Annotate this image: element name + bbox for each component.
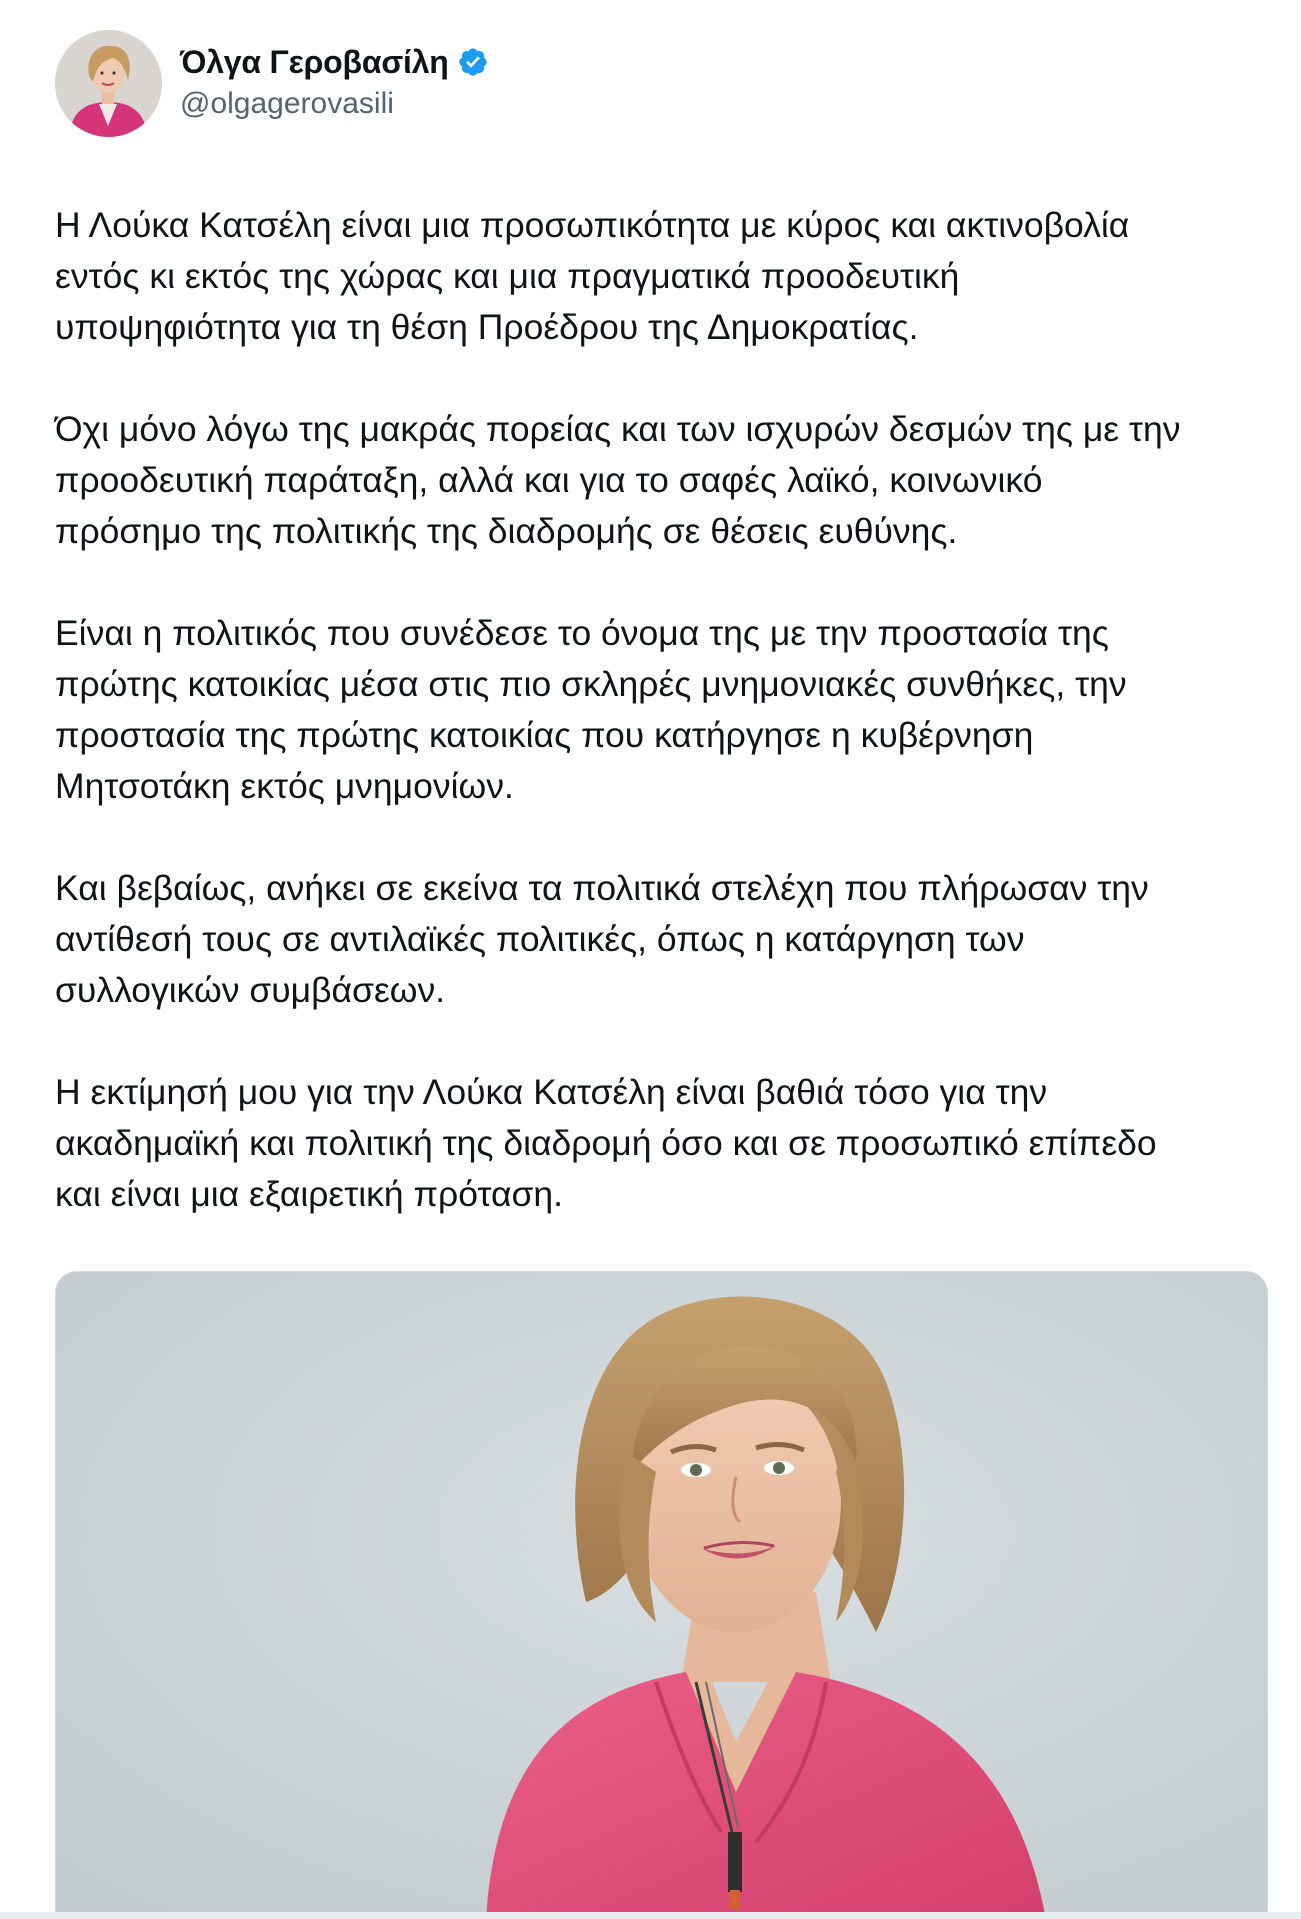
- avatar-image: [55, 30, 162, 137]
- tweet-paragraph: Η Λούκα Κατσέλη είναι μια προσωπικότητα με κύρος και ακτινοβολία εντός κι εκτός της χώρας και μια πραγματικά προοδευτική υποψηφιότητα για τη θέση Προέδρου της Δημοκρατίας.: [55, 205, 1130, 347]
- author-avatar[interactable]: [55, 30, 162, 137]
- tweet-paragraph: Όχι μόνο λόγω της μακράς πορείας και των ισχυρών δεσμών της με την προοδευτική παράταξη, αλλά και για το σαφές λαϊκό, κοινωνικό πρόσημο της πολιτικής της διαδρομής σε θέσεις ευθύνης.: [55, 409, 1181, 551]
- tweet-paragraph: Και βεβαίως, ανήκει σε εκείνα τα πολιτικά στελέχη που πλήρωσαν την αντίθεσή τους σε αντιλαϊκές πολιτικές, όπως η κατάργηση των συλλογικών συμβάσεων.: [55, 868, 1149, 1010]
- tweet-paragraph: Είναι η πολιτικός που συνέδεσε το όνομα της με την προστασία της πρώτης κατοικίας μέσα στις πιο σκληρές μνημονιακές συνθήκες, την προστασία της πρώτης κατοικίας που κατήργησε η κυβέρνηση Μητσοτάκη εκτός μνημονίων.: [55, 613, 1127, 806]
- tweet-paragraph: Η εκτίμησή μου για την Λούκα Κατσέλη είναι βαθιά τόσο για την ακαδημαϊκή και πολιτική της διαδρομή όσο και σε προσωπικό επίπεδο και είναι μια εξαιρετική πρόταση.: [55, 1072, 1157, 1214]
- verified-badge-icon[interactable]: [457, 46, 489, 78]
- author-handle[interactable]: @olgagerovasili: [180, 87, 394, 120]
- author-name-row: [180, 42, 489, 82]
- tweet-text: [55, 200, 1275, 1271]
- author-display-name[interactable]: Όλγα Γεροβασίλη: [180, 43, 449, 80]
- tweet-photo[interactable]: [55, 1271, 1268, 1919]
- bottom-divider: [0, 1912, 1301, 1919]
- portrait-photo: [56, 1272, 1268, 1919]
